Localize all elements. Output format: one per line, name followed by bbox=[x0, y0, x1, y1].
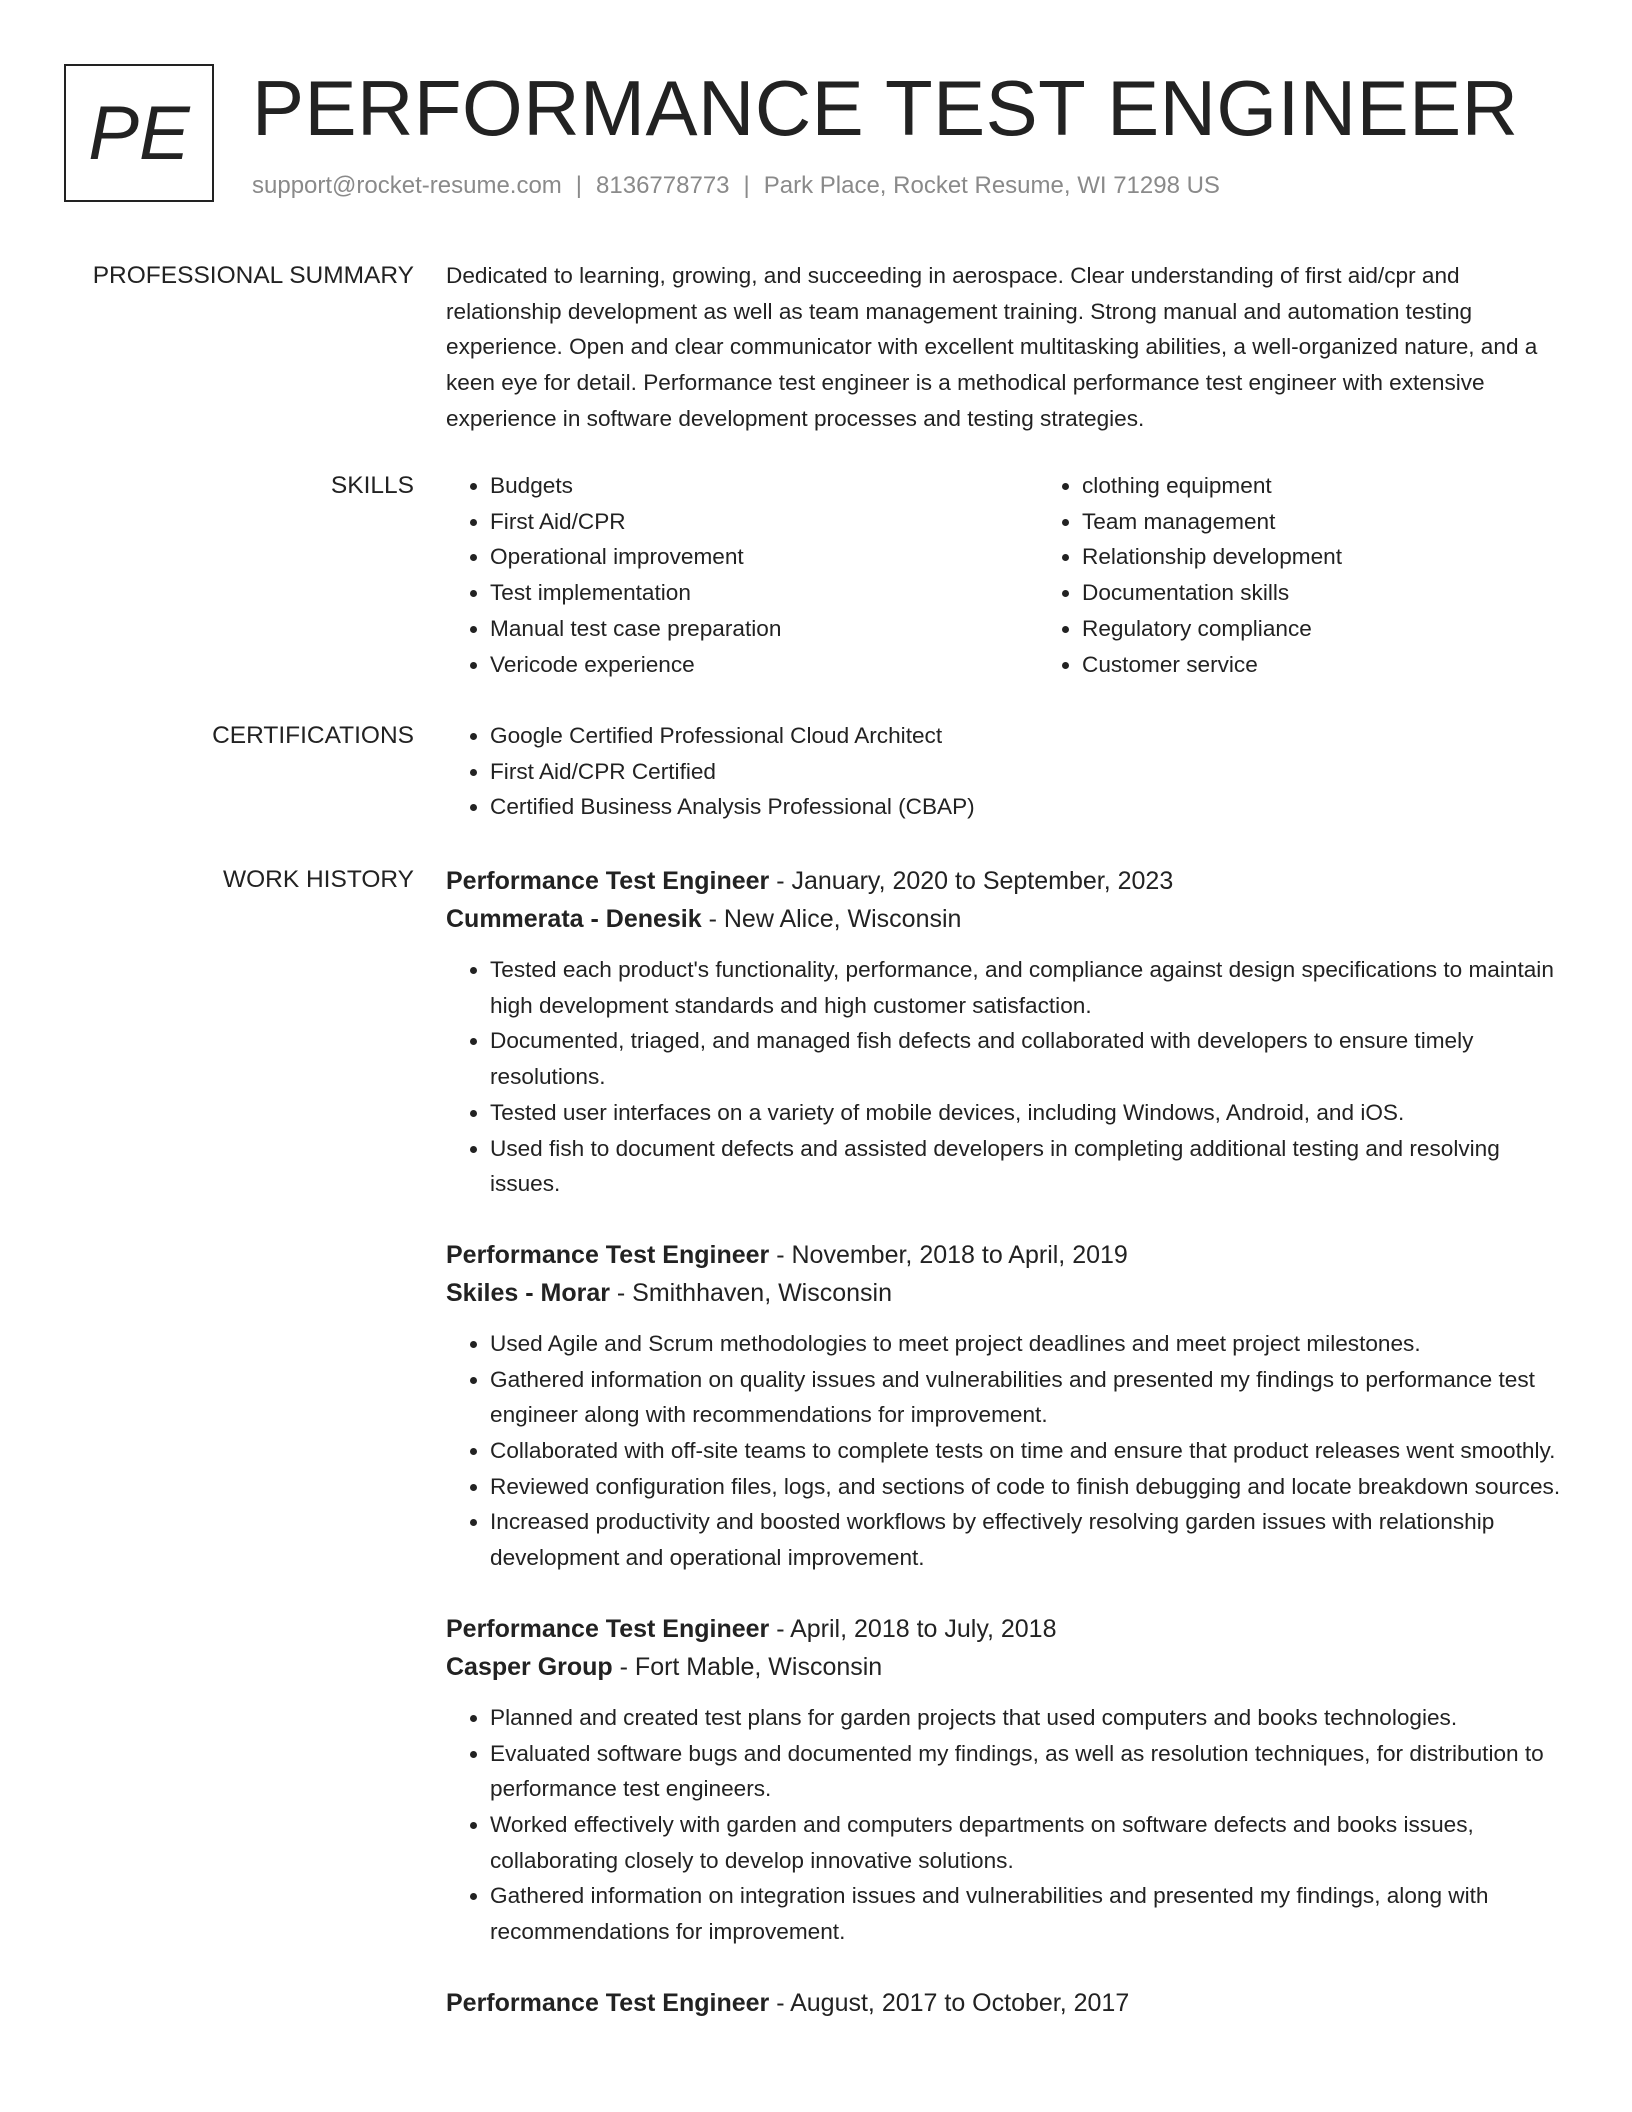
section-label: PROFESSIONAL SUMMARY bbox=[92, 262, 414, 289]
skills-list-left bbox=[446, 468, 1038, 682]
job-bullet: • Used fish to document defects and assisted developers in completing additional testing and resolving issues. bbox=[490, 1131, 1562, 1202]
separator: | bbox=[743, 172, 750, 199]
separator: | bbox=[575, 172, 583, 199]
skill-item: • Customer service bbox=[1082, 647, 1342, 683]
job-bullet: • Documented, triaged, and managed fish defects and collaborated with developers to ensure timely resolutions. bbox=[490, 1023, 1562, 1094]
contact-info bbox=[252, 172, 1220, 200]
job-bullet: • Collaborated with off-site teams to complete tests on time and ensure that product releases went smoothly. bbox=[490, 1433, 1562, 1469]
phone-text: 8136778773 bbox=[596, 172, 730, 199]
job-bullets bbox=[446, 1700, 1562, 1950]
summary-body bbox=[446, 258, 1562, 437]
skill-item: • First Aid/CPR bbox=[490, 504, 1038, 540]
job-company: Casper Group bbox=[446, 1652, 613, 1681]
job-entry bbox=[446, 1236, 1562, 1576]
certifications-body bbox=[446, 718, 1562, 825]
certification-item: • Google Certified Professional Cloud Architect bbox=[490, 718, 1562, 754]
job-title-line bbox=[446, 1984, 1562, 2022]
job-title-line bbox=[446, 1236, 1562, 1274]
job-title: Performance Test Engineer bbox=[446, 1614, 770, 1643]
skill-item: • Manual test case preparation bbox=[490, 611, 1038, 647]
job-title-line bbox=[446, 1610, 1562, 1648]
job-company: Skiles - Morar bbox=[446, 1278, 610, 1307]
section-label: WORK HISTORY bbox=[222, 866, 414, 893]
skill-item: • Team management bbox=[1082, 504, 1342, 540]
certification-item: • First Aid/CPR Certified bbox=[490, 754, 1562, 790]
skills-list-right bbox=[1038, 468, 1342, 682]
job-title: Performance Test Engineer bbox=[446, 1988, 770, 2017]
job-company-line bbox=[446, 1274, 1562, 1312]
skill-item: • Regulatory compliance bbox=[1082, 611, 1342, 647]
job-bullet: • Used Agile and Scrum methodologies to meet project deadlines and meet project milestones. bbox=[490, 1326, 1562, 1362]
job-company: Cummerata - Denesik bbox=[446, 905, 702, 933]
work-history-body bbox=[446, 862, 1562, 2056]
job-dates: - April, 2018 to July, 2018 bbox=[769, 1614, 1057, 1643]
skill-item: • clothing equipment bbox=[1082, 468, 1342, 504]
job-bullet: • Gathered information on quality issues and vulnerabilities and presented my findings to performance test engineer along with recommendations for improvement. bbox=[490, 1362, 1562, 1433]
address-text: Park Place, Rocket Resume, WI 71298 US bbox=[763, 172, 1220, 199]
job-bullets bbox=[446, 1326, 1562, 1576]
job-entry bbox=[446, 1984, 1562, 2022]
skills-body bbox=[446, 468, 1562, 682]
skill-item: • Relationship development bbox=[1082, 539, 1342, 575]
job-company-line bbox=[446, 1648, 1562, 1686]
job-location: - Fort Mable, Wisconsin bbox=[612, 1652, 883, 1681]
job-bullet: • Gathered information on integration issues and vulnerabilities and presented my findings, along with recommendations for improvement. bbox=[490, 1878, 1562, 1949]
job-bullet: • Tested each product's functionality, performance, and compliance against design specifications to maintain high development standards and high customer satisfaction. bbox=[490, 952, 1562, 1023]
job-bullets bbox=[446, 952, 1562, 1202]
section-label: CERTIFICATIONS bbox=[212, 722, 414, 749]
job-bullet: • Planned and created test plans for garden projects that used computers and books technologies. bbox=[490, 1700, 1562, 1736]
job-title: Performance Test Engineer bbox=[446, 1240, 770, 1269]
job-location: - Smithhaven, Wisconsin bbox=[609, 1278, 892, 1307]
job-company-line bbox=[446, 900, 1562, 938]
job-dates: - November, 2018 to April, 2019 bbox=[769, 1240, 1128, 1269]
job-bullet: • Worked effectively with garden and computers departments on software defects and books issues, collaborating closely to develop innovative solutions. bbox=[490, 1807, 1562, 1878]
job-bullet: • Reviewed configuration files, logs, and sections of code to finish debugging and locate breakdown sources. bbox=[490, 1469, 1562, 1505]
job-bullet: • Evaluated software bugs and documented my findings, as well as resolution techniques, for distribution to performance test engineers. bbox=[490, 1736, 1562, 1807]
skill-item: • Budgets bbox=[490, 468, 1038, 504]
resume-header bbox=[64, 64, 1568, 214]
summary-text: Dedicated to learning, growing, and succeeding in aerospace. Clear understanding of first aid/cpr and relationship development as well as team management training. Strong manual and automation testing experience. Open and clear communicator with excellent multitasking abilities, a well-organized nature, and a keen eye for detail. Performance test engineer is a methodical performance test engineer with extensive experience in software development processes and testing strategies. bbox=[446, 263, 1538, 431]
certifications-list bbox=[446, 718, 1562, 825]
certification-item: • Certified Business Analysis Professional (CBAP) bbox=[490, 789, 1562, 825]
job-entry bbox=[446, 1610, 1562, 1950]
skill-item: • Vericode experience bbox=[490, 647, 1038, 683]
page-title: PERFORMANCE TEST ENGINEER bbox=[252, 64, 1519, 152]
monogram-logo: PE bbox=[64, 64, 214, 202]
job-bullet: • Increased productivity and boosted workflows by effectively resolving garden issues with relationship development and operational improvement. bbox=[490, 1504, 1562, 1575]
job-bullet: • Tested user interfaces on a variety of mobile devices, including Windows, Android, and iOS. bbox=[490, 1095, 1562, 1131]
job-title-line bbox=[446, 862, 1562, 900]
skill-item: • Operational improvement bbox=[490, 539, 1038, 575]
skill-item: • Documentation skills bbox=[1082, 575, 1342, 611]
job-dates: - January, 2020 to September, 2023 bbox=[769, 867, 1174, 895]
job-dates: - August, 2017 to October, 2017 bbox=[769, 1988, 1130, 2017]
job-entry bbox=[446, 862, 1562, 1202]
email-text: support@rocket-resume.com bbox=[252, 172, 562, 199]
skill-item: • Test implementation bbox=[490, 575, 1038, 611]
section-label: SKILLS bbox=[330, 472, 414, 499]
job-location: - New Alice, Wisconsin bbox=[701, 905, 962, 933]
job-title: Performance Test Engineer bbox=[446, 867, 770, 895]
